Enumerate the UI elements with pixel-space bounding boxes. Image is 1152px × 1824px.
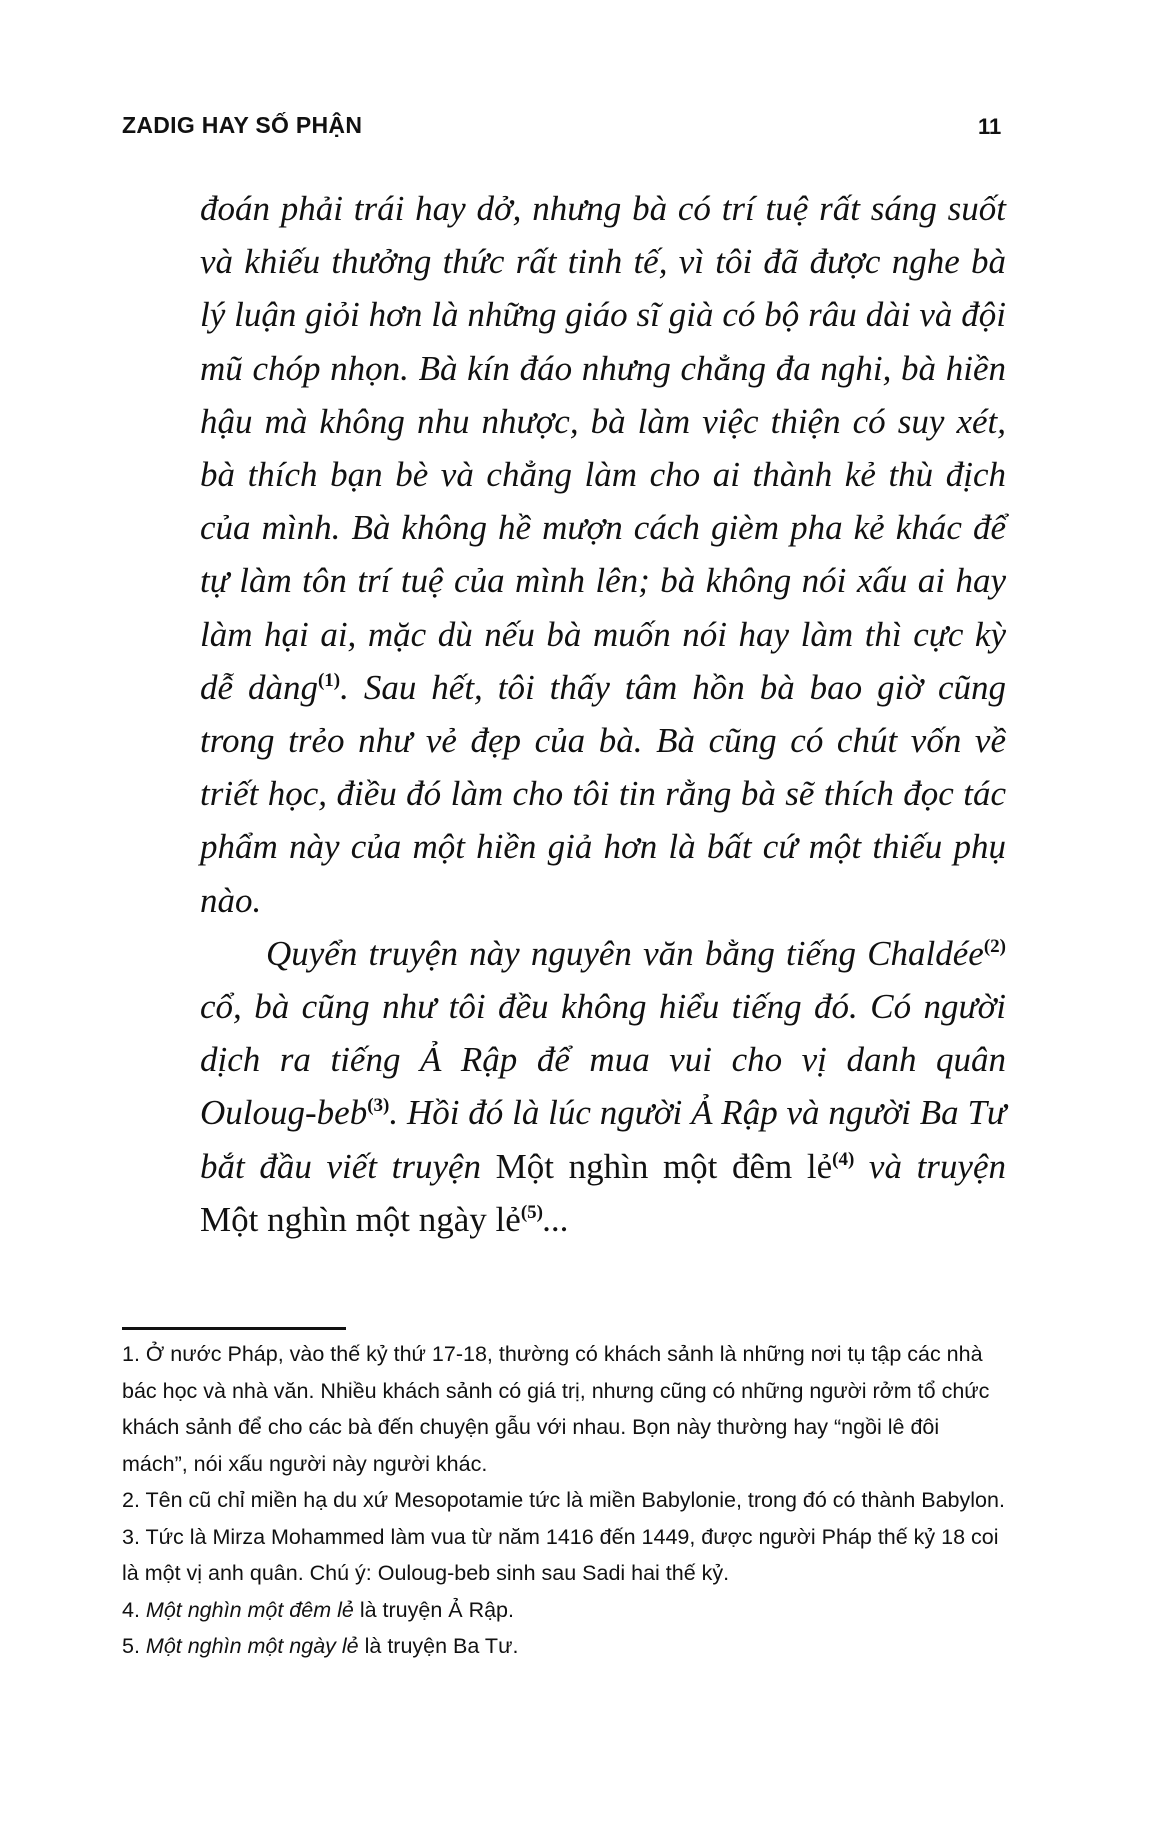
main-text: [200, 182, 1006, 1246]
paragraph-2-text-b: cổ, bà cũng như tôi đều không hiểu tiếng đó. Có người dịch ra tiếng Ả Rập để mua vui cho vị danh quân Ouloug-beb: [200, 987, 1006, 1133]
footnote-ref-5: (5): [520, 1201, 543, 1223]
footnotes: [122, 1336, 1006, 1665]
footnote-4: [122, 1592, 1006, 1629]
page-number: 11: [978, 114, 1002, 139]
footnote-ref-2: (2): [983, 935, 1006, 957]
footnote-ref-3: (3): [367, 1095, 390, 1117]
footnote-ref-1: (1): [317, 669, 341, 691]
paragraph-1-text-a: đoán phải trái hay dở, nhưng bà có trí tuệ rất sáng suốt và khiếu thưởng thức rất tinh tế, vì tôi đã được nghe bà lý luận giỏi hơn là những giáo sĩ già có bộ râu dài và đội mũ chóp nhọn. Bà kín đáo nhưng chẳng đa nghi, bà hiền hậu mà không nhu nhược, bà làm việc thiện có suy xét, bà thích bạn bè và chẳng làm cho ai thành kẻ thù địch của mình. Bà không hề mượn cách gièm pha kẻ khác để tự làm tôn trí tuệ của mình lên; bà không nói xấu ai hay làm hại ai, mặc dù nếu bà muốn nói hay làm thì cực kỳ dễ dàng: [200, 189, 1006, 707]
footnote-1: 1. Ở nước Pháp, vào thế kỷ thứ 17-18, thường có khách sảnh là những nơi tụ tập các nhà bác học và nhà văn. Nhiều khách sảnh có giá trị, nhưng cũng có những người rởm tổ chức khách sảnh để cho các bà đến chuyện gẫu với nhau. Bọn này thường hay “ngồi lê đôi mách”, nói xấu người này người khác.: [122, 1342, 990, 1476]
footnote-5-number: 5.: [122, 1634, 146, 1658]
paragraph-2: [200, 927, 1006, 1246]
paragraph-1: [200, 182, 1006, 927]
footnote-5-title: Một nghìn một ngày lẻ: [145, 1634, 359, 1658]
footnote-2: 2. Tên cũ chỉ miền hạ du xứ Mesopotamie tức là miền Babylonie, trong đó có thành Babylon.: [122, 1488, 1005, 1512]
footnote-separator: [122, 1327, 346, 1330]
footnote-4-text: là truyện Ả Rập.: [353, 1597, 514, 1622]
paragraph-2-text-d: và truyện: [854, 1146, 1006, 1186]
running-title: ZADIG HAY SỐ PHẬN: [122, 112, 363, 138]
book-title-1001-nights: Một nghìn một đêm lẻ: [495, 1146, 833, 1186]
footnote-4-number: 4.: [122, 1597, 146, 1622]
paragraph-1-text-b: . Sau hết, tôi thấy tâm hồn bà bao giờ cũng trong trẻo như vẻ đẹp của bà. Bà cũng có chút vốn về triết học, điều đó làm cho tôi tin rằng bà sẽ thích đọc tác phẩm này của một hiền giả hơn là bất cứ một thiếu phụ nào.: [200, 667, 1006, 920]
footnote-3: 3. Tức là Mirza Mohammed làm vua từ năm 1416 đến 1449, được người Pháp thế kỷ 18 coi là một vị anh quân. Chú ý: Ouloug-beb sinh sau Sadi hai thế kỷ.: [122, 1524, 999, 1585]
footnote-5: [122, 1628, 1006, 1665]
footnote-5-text: là truyện Ba Tư.: [358, 1634, 519, 1658]
footnote-4-title: Một nghìn một đêm lẻ: [145, 1597, 354, 1622]
paragraph-2-text-e: ...: [542, 1199, 570, 1239]
footnote-ref-4: (4): [832, 1148, 855, 1170]
paragraph-2-text-a: Quyển truyện này nguyên văn bằng tiếng Chaldée: [266, 933, 984, 973]
paragraph-2-text-c: . Hồi đó là lúc người Ả Rập và người Ba Tư bắt đầu viết truyện: [200, 1093, 1006, 1186]
book-title-1001-days: Một nghìn một ngày lẻ: [200, 1199, 521, 1239]
